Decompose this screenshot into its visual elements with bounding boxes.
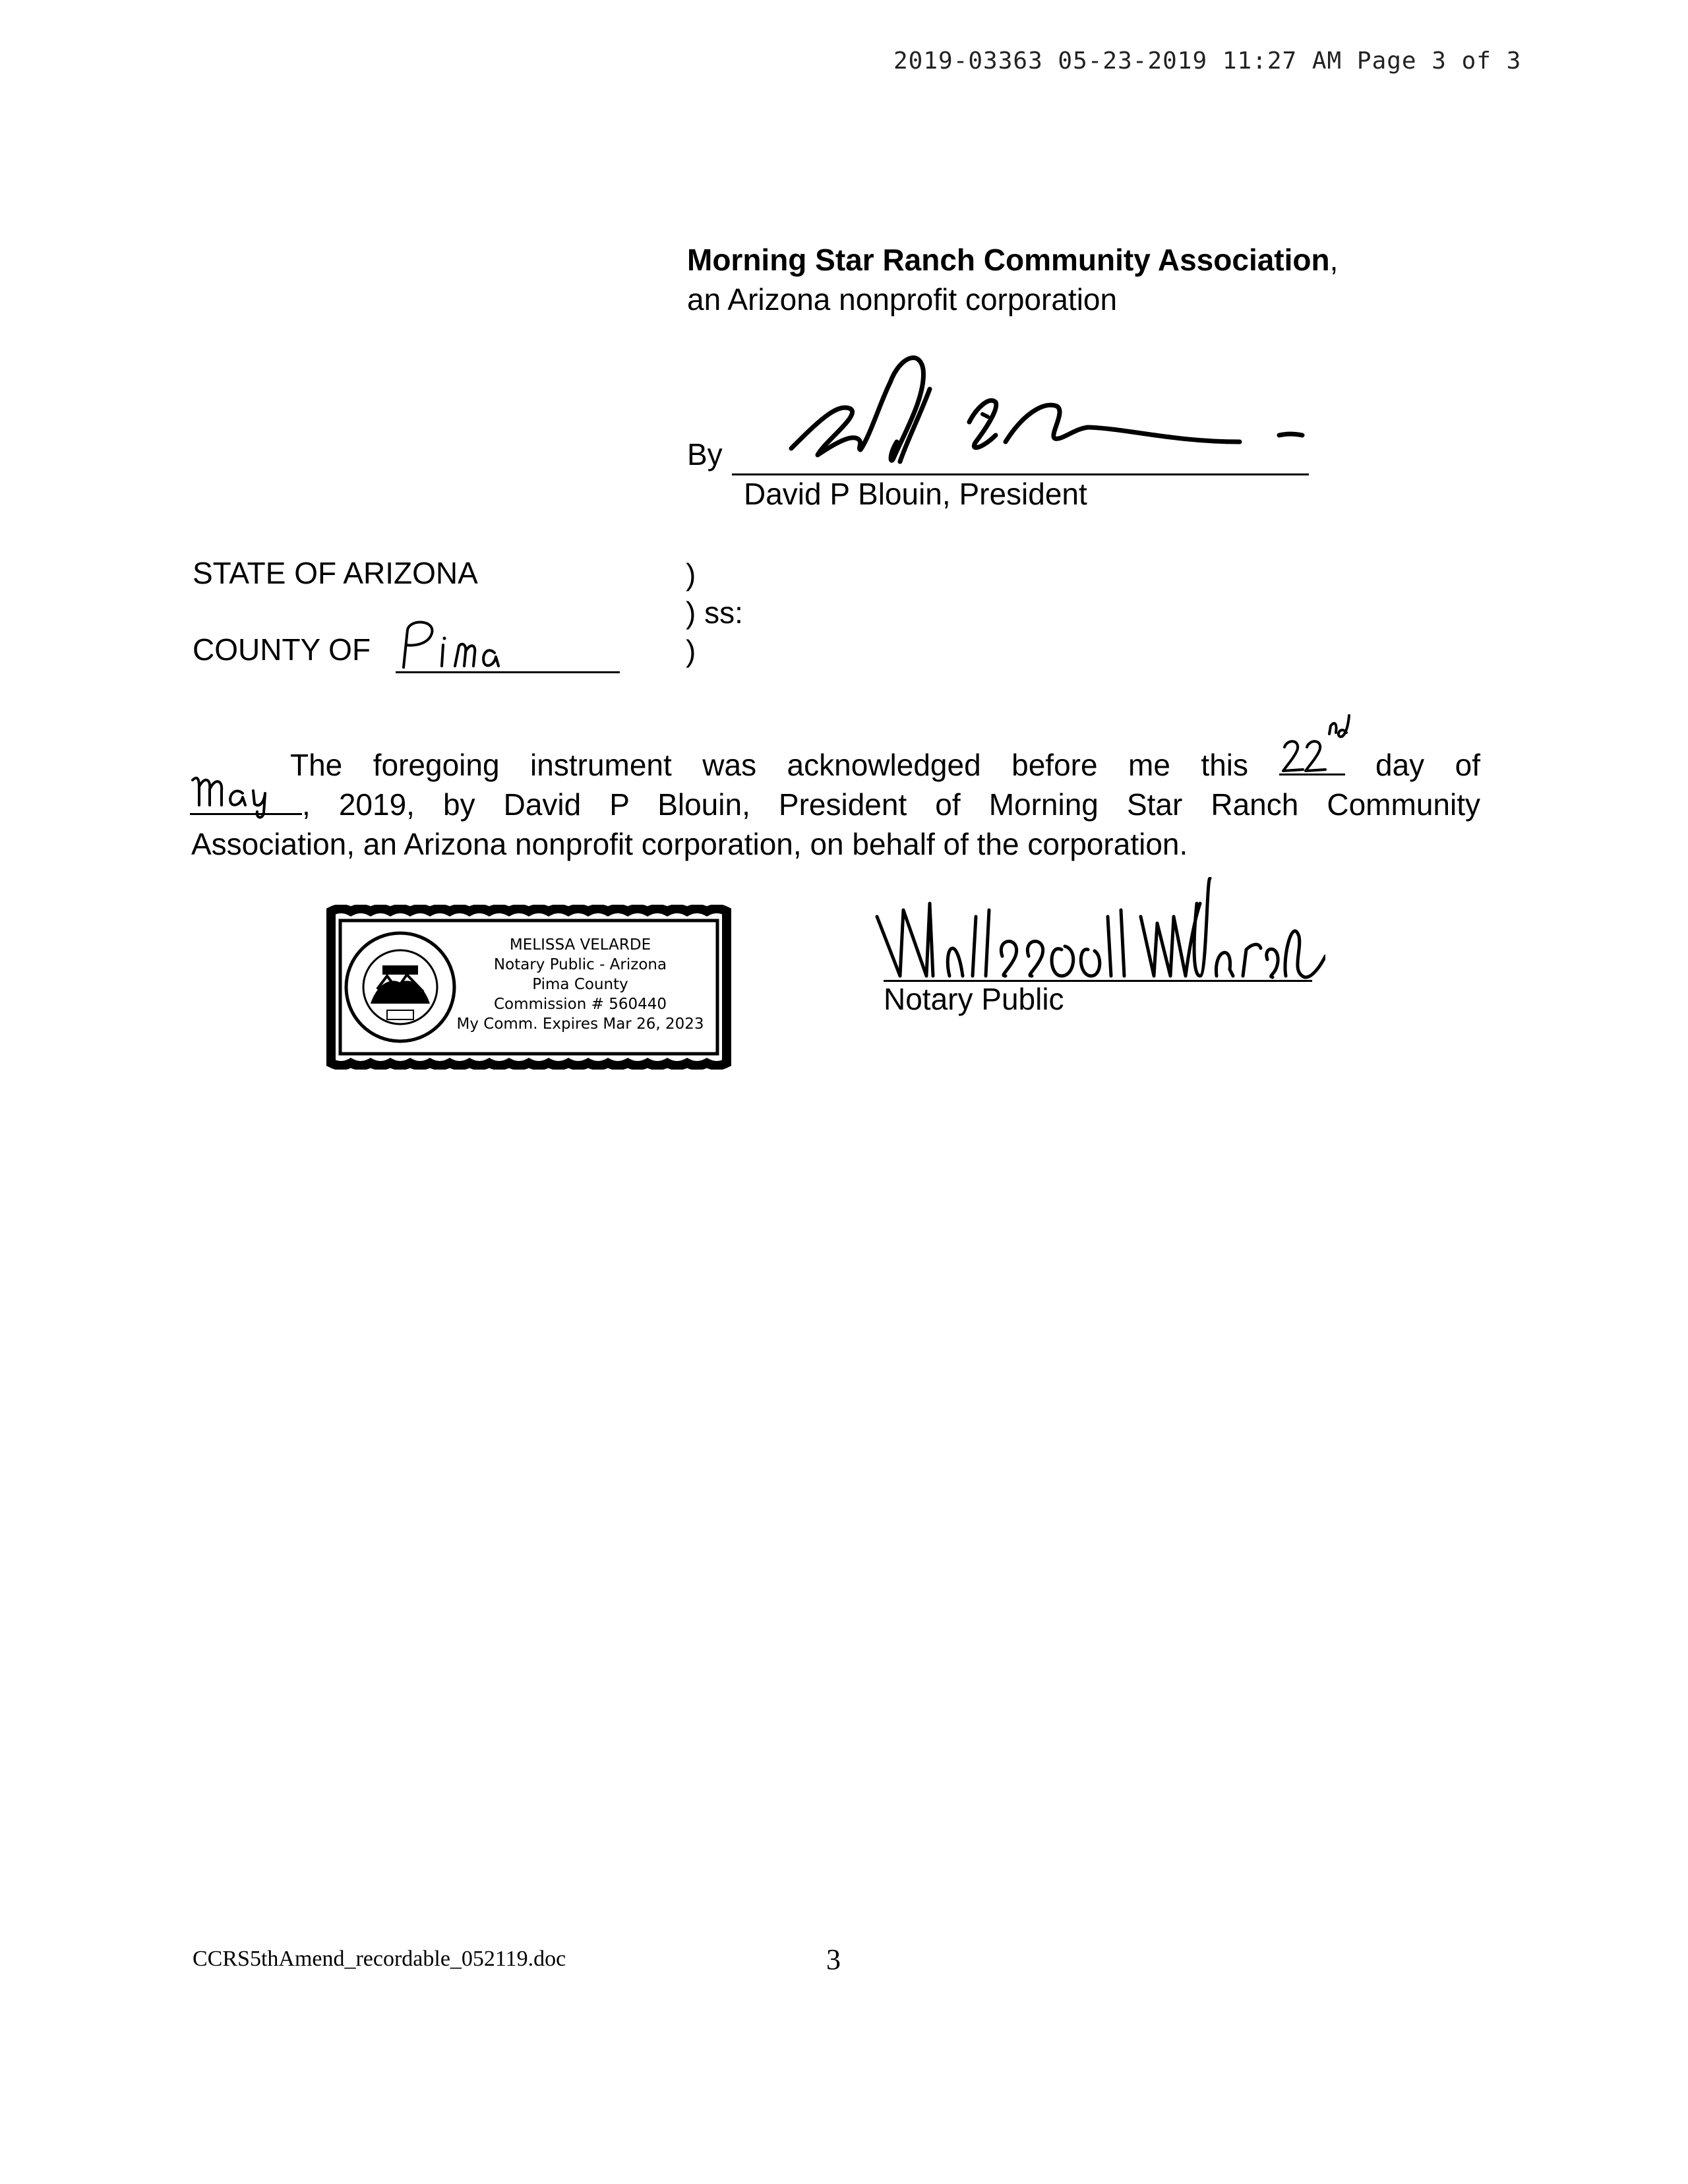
venue-parens: [686, 555, 743, 670]
notary-county: Pima County: [532, 976, 628, 993]
ack-line-2: [191, 785, 1480, 824]
day-blank: [1279, 747, 1345, 775]
org-name: Morning Star Ranch Community Association: [687, 243, 1330, 277]
day-of: day of: [1375, 748, 1480, 782]
signer-name: David P Blouin, President: [744, 477, 1087, 511]
signature-block: [687, 240, 1338, 319]
recording-stamp: 2019-03363 05-23-2019 11:27 AM Page 3 of 3: [893, 47, 1522, 75]
president-signature: [778, 343, 1339, 495]
org-name-line: [687, 240, 1338, 280]
by-label: By: [687, 437, 723, 471]
acknowledgment-paragraph: [191, 745, 1480, 864]
notary-name: MELISSA VELARDE: [509, 936, 651, 954]
org-name-suffix: ,: [1329, 243, 1339, 277]
month-blank: [190, 787, 302, 815]
notary-expires: My Comm. Expires Mar 26, 2023: [456, 1016, 704, 1033]
county-handwriting-icon: [396, 613, 528, 673]
month-handwriting-icon: [190, 767, 295, 813]
county-line: [396, 671, 620, 673]
county-label: COUNTY OF: [193, 632, 371, 667]
paren-3: ): [686, 634, 696, 668]
ack-line-1: [191, 745, 1480, 785]
day-handwriting-icon: [1279, 714, 1365, 774]
footer-page-number: 3: [826, 1943, 841, 1976]
notary-stamp-text: [448, 935, 712, 1034]
ack-line-2-text: , 2019, by David P Blouin, President of Morning Star Ranch Community: [302, 787, 1480, 822]
county-handwritten: [396, 613, 528, 673]
ack-lead: The foregoing instrument was acknowledged before me this: [290, 748, 1249, 782]
paren-2: ) ss:: [686, 595, 743, 630]
paren-1: ): [686, 557, 696, 592]
signature-line: [732, 473, 1309, 475]
org-type: an Arizona nonprofit corporation: [687, 282, 1118, 317]
ack-line-3: Association, an Arizona nonprofit corporation, on behalf of the corporation.: [191, 827, 1188, 861]
arizona-seal-icon: [346, 933, 454, 1041]
state-label: STATE OF ARIZONA: [193, 556, 478, 590]
notary-title: Notary Public - Arizona: [493, 956, 667, 973]
notary-public-label: Notary Public: [884, 982, 1064, 1016]
notary-commission: Commission # 560440: [493, 996, 667, 1013]
footer-filename: CCRS5thAmend_recordable_052119.doc: [193, 1947, 566, 1971]
